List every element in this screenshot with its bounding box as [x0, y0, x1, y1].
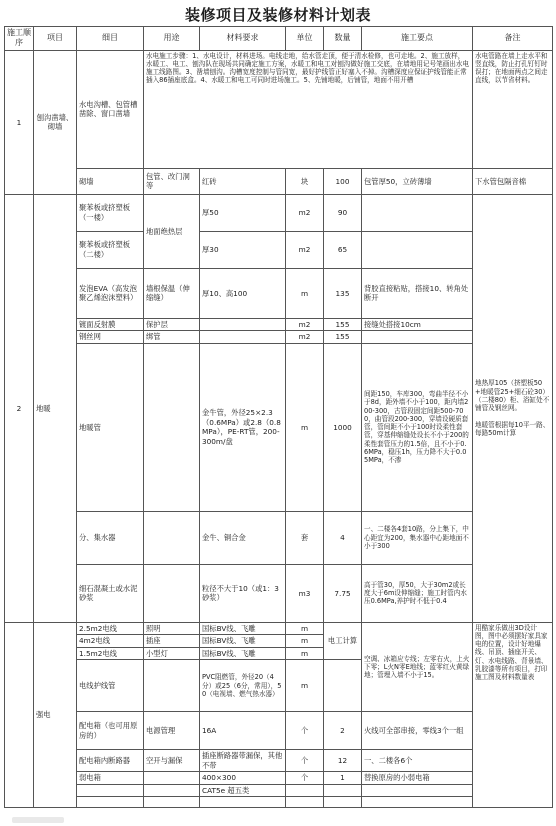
qty-cell: 100	[324, 168, 362, 194]
qty-cell: 1000	[324, 343, 362, 511]
header-project: 项目	[34, 27, 77, 51]
use-cell	[144, 797, 200, 808]
points-cell: 一、二楼各6个	[362, 750, 473, 772]
unit-cell: 个	[286, 772, 324, 784]
header-unit: 单位	[286, 27, 324, 51]
material-cell	[200, 331, 286, 343]
header-item: 细目	[77, 27, 144, 51]
use-cell: 空开与漏保	[144, 750, 200, 772]
material-cell: 粒径不大于10（或1：3砂浆）	[200, 564, 286, 622]
qty-cell: 65	[324, 231, 362, 268]
unit-cell: m2	[286, 231, 324, 268]
unit-cell: m	[286, 268, 324, 318]
project-cell: 刨沟凿墙、砌墙	[34, 50, 77, 194]
material-cell: 厚30	[200, 231, 286, 268]
qty-cell: 4	[324, 511, 362, 564]
material-cell: 金牛、铜合金	[200, 511, 286, 564]
header-row	[5, 27, 553, 51]
table-row	[5, 318, 553, 330]
qty-cell: 155	[324, 331, 362, 343]
header-sequence: 施工顺序	[5, 27, 34, 51]
item-cell: 水电沟槽、包管槽凿除、窗口凿墙	[77, 50, 144, 168]
item-cell	[77, 784, 144, 796]
points-cell: 空调、冰箱应专线；左零右火，上火下零；L火N零E地线；蓝零红火黄绿地；管埋入墙不小于15。	[362, 622, 473, 711]
item-cell	[77, 797, 144, 808]
unit-cell: 块	[286, 168, 324, 194]
table-row	[5, 784, 553, 796]
table-row	[5, 772, 553, 784]
qty-cell	[324, 784, 362, 796]
use-cell: 照明	[144, 622, 200, 634]
qty-cell: 90	[324, 194, 362, 231]
item-cell: 聚苯板或挤塑板（二楼）	[77, 231, 144, 268]
use-cell: 电源管理	[144, 712, 200, 750]
header-material: 材料要求	[200, 27, 286, 51]
points-cell	[362, 331, 473, 343]
item-cell: 聚苯板或挤塑板（一楼）	[77, 194, 144, 231]
material-cell: 16A	[200, 712, 286, 750]
table-row	[5, 750, 553, 772]
unit-cell: 套	[286, 511, 324, 564]
points-cell: 高于管30，厚50，大于30m2或长度大于6m设伸缩缝；施工时管内水压0.6MPa,养护时不低于0.4	[362, 564, 473, 622]
item-cell: 细石混凝土或水泥砂浆	[77, 564, 144, 622]
points-cell	[362, 231, 473, 268]
use-cell	[144, 343, 200, 511]
use-cell: 绑管	[144, 331, 200, 343]
note-cell: 地热厚105（挤塑板50+地暖管25+细石砼30）（二楼80）柜、浴缸处不铺管及钢丝网。 地暖管根据每10平一路、每路50m计算	[473, 194, 553, 622]
construction-desc-cell: 水电施工步骤：1、水电设计，材料进场。电线走地，给水管走顶，便于清水检修，也可走地。2、施工放样，水暖工、电工、刨沟队在现场共同确定施工方案，水暖工和电工对刨沟做好施工交底，在墙地用记号笔画出水电施工线路图。3、凿墙刨沟。沟槽宽度控制与管同宽，最好护线管正好塞入不掉。沟槽深度应保证护线管能正常插入86插座底盒。4、水暖工和电工可同时进场施工。5、先铺地暖，后铺管，地面不用开槽	[144, 50, 473, 168]
header-use: 用途	[144, 27, 200, 51]
item-cell: 砌墙	[77, 168, 144, 194]
points-cell: 火线可全部串接，零线3个一组	[362, 712, 473, 750]
item-cell: 2.5m2电线	[77, 622, 144, 634]
project-cell: 地暖	[34, 194, 77, 622]
material-cell: 400×300	[200, 772, 286, 784]
material-plan-table	[4, 26, 553, 808]
points-cell: 一、二楼各4套10路，分上集下，中心距宜为200，集水器中心距地面不小于300	[362, 511, 473, 564]
table-row	[5, 712, 553, 750]
page-title: 装修项目及装修材料计划表	[184, 6, 371, 24]
material-cell: 金牛管，外径25×2.3（0.6MPa）或2.8（0.8MPa），PE-RT管，200-300m/盘	[200, 343, 286, 511]
item-cell: 分、集水器	[77, 511, 144, 564]
table-row	[5, 343, 553, 511]
table-row	[5, 622, 553, 634]
note-cell: 水电管路在墙上走水平和竖直线，防止打孔钉钉时误打；在地面两点之间走直线，以节省材料。	[473, 50, 553, 168]
header-note: 备注	[473, 27, 553, 51]
material-cell: 国标BV线、飞雕	[200, 635, 286, 647]
use-cell	[144, 772, 200, 784]
qty-cell: 7.75	[324, 564, 362, 622]
unit-cell: m	[286, 622, 324, 634]
unit-cell: m	[286, 647, 324, 659]
use-cell: 墙根保温（伸缩缝）	[144, 268, 200, 318]
note-cell: 下水管包隔音棉	[473, 168, 553, 194]
unit-cell: m2	[286, 194, 324, 231]
watermark	[12, 817, 64, 823]
material-cell: 插座断路器带漏保，其他不带	[200, 750, 286, 772]
qty-cell: 电工计算	[324, 622, 362, 659]
unit-cell: m	[286, 343, 324, 511]
material-cell: PVC阻燃管，外径20（4分）或25（6分，常用），50（电视墙、燃气热水器）	[200, 660, 286, 712]
points-cell: 替换原房的小弱电箱	[362, 772, 473, 784]
use-cell	[144, 660, 200, 712]
use-cell: 保护层	[144, 318, 200, 330]
sequence-cell: 2	[5, 194, 34, 622]
material-cell: CAT5e 超五类	[200, 784, 286, 796]
header-points: 施工要点	[362, 27, 473, 51]
material-cell: 厚10、高100	[200, 268, 286, 318]
sequence-cell: 1	[5, 50, 34, 194]
item-cell: 配电箱（也可用原房的）	[77, 712, 144, 750]
item-cell: 镀面反射膜	[77, 318, 144, 330]
item-cell: 电线护线管	[77, 660, 144, 712]
unit-cell: m	[286, 635, 324, 647]
points-cell: 接缝处搭接10cm	[362, 318, 473, 330]
unit-cell: m2	[286, 318, 324, 330]
unit-cell: 个	[286, 750, 324, 772]
use-cell: 小型灯	[144, 647, 200, 659]
table-row	[5, 168, 553, 194]
points-cell: 背胶直接粘贴，搭接10、转角处断开	[362, 268, 473, 318]
material-cell	[200, 318, 286, 330]
table-row	[5, 511, 553, 564]
project-cell: 强电	[34, 622, 77, 807]
material-cell: 国标BV线、飞雕	[200, 622, 286, 634]
table-row	[5, 268, 553, 318]
unit-cell: 个	[286, 712, 324, 750]
use-cell: 地面绝热层	[144, 194, 200, 268]
unit-cell	[286, 797, 324, 808]
qty-cell	[324, 797, 362, 808]
points-cell: 包管厚50，立砖薄墙	[362, 168, 473, 194]
item-cell: 钢丝网	[77, 331, 144, 343]
points-cell	[362, 797, 473, 808]
header-qty: 数量	[324, 27, 362, 51]
material-cell: 红砖	[200, 168, 286, 194]
table-row	[5, 564, 553, 622]
material-cell: 国标BV线、飞雕	[200, 647, 286, 659]
use-cell: 插座	[144, 635, 200, 647]
qty-cell: 1	[324, 772, 362, 784]
item-cell: 弱电箱	[77, 772, 144, 784]
use-cell	[144, 784, 200, 796]
use-cell	[144, 511, 200, 564]
table-row	[5, 194, 553, 231]
qty-cell: 12	[324, 750, 362, 772]
note-cell: 用酷家乐做出3D设计图，图中必须摆好家具家电的位置，设计好地爆线、吊顶、插座开关、灯、水电线路、背景墙、乳胶漆等所有项目，打印施工图及材料数量表	[473, 622, 553, 807]
unit-cell: m2	[286, 331, 324, 343]
table-row	[5, 331, 553, 343]
unit-cell: m	[286, 660, 324, 712]
qty-cell	[324, 660, 362, 712]
item-cell: 4m2电线	[77, 635, 144, 647]
points-cell: 间距150，车库300，弯曲半径不小于8d，距外墙不小于100，距内墙200-300，古管段固定间距500-700，曲管段200-300，穿墙设硬质套管，管间距不小于100时设柔性套管，穿基伸缩缝处设长不小于200的柔性套管压力的1.5倍，且不小于0.6MPa，稳压1h，压力降不大于0.05MPa，不渗	[362, 343, 473, 511]
material-cell	[200, 797, 286, 808]
item-cell: 地暖管	[77, 343, 144, 511]
qty-cell: 155	[324, 318, 362, 330]
points-cell	[362, 194, 473, 231]
unit-cell: m3	[286, 564, 324, 622]
item-cell: 1.5m2电线	[77, 647, 144, 659]
unit-cell	[286, 784, 324, 796]
qty-cell: 135	[324, 268, 362, 318]
points-cell	[362, 784, 473, 796]
table-row	[5, 50, 553, 168]
qty-cell: 2	[324, 712, 362, 750]
item-cell: 发泡EVA（高发泡聚乙烯泡沫塑料）	[77, 268, 144, 318]
sequence-cell	[5, 622, 34, 807]
item-cell: 配电箱内断路器	[77, 750, 144, 772]
use-cell	[144, 564, 200, 622]
table-row	[5, 797, 553, 808]
material-cell: 厚50	[200, 194, 286, 231]
table-row	[5, 231, 553, 268]
use-cell: 包管、改门洞等	[144, 168, 200, 194]
